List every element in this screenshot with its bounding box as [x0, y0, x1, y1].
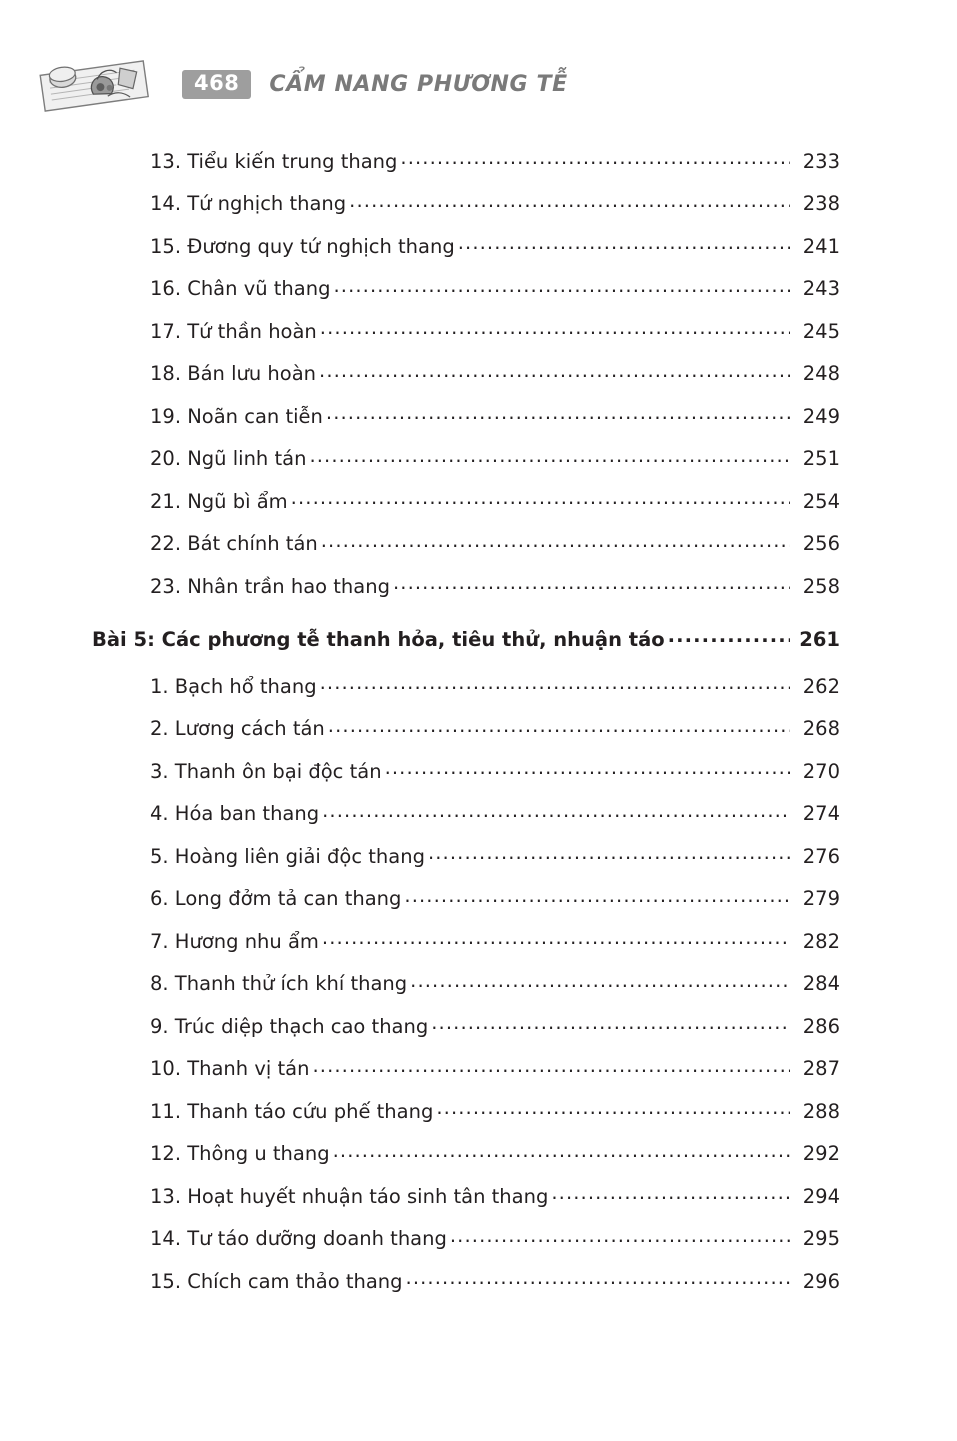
toc-entry-label: 18. Bán lưu hoàn	[150, 362, 317, 385]
toc-entry-label: 3. Thanh ôn bại độc tán	[150, 759, 382, 783]
toc-entry-page: 286	[802, 1014, 840, 1038]
toc-leader-dots	[328, 716, 790, 736]
toc-leader-dots	[322, 801, 790, 821]
toc-entry[interactable]	[122, 488, 840, 511]
toc-entry[interactable]	[122, 233, 840, 256]
page-header	[36, 52, 921, 116]
toc-leader-dots	[668, 626, 790, 646]
toc-entry-label: 17. Tứ thần hoàn	[150, 319, 317, 343]
toc-leader-dots	[436, 1098, 790, 1118]
page-number: 468	[182, 70, 251, 99]
toc-entry-page: 288	[802, 1099, 840, 1123]
table-of-contents	[92, 148, 840, 1311]
toc-entry-label: 12. Thông u thang	[150, 1142, 330, 1165]
toc-leader-dots	[450, 1226, 790, 1246]
toc-leader-dots	[291, 488, 790, 508]
toc-entry[interactable]	[122, 1056, 840, 1079]
toc-entry[interactable]	[122, 1268, 840, 1291]
toc-entry[interactable]	[122, 191, 840, 214]
toc-entry[interactable]	[122, 1098, 840, 1121]
toc-entry[interactable]	[122, 886, 840, 909]
toc-entry[interactable]	[122, 446, 840, 469]
toc-leader-dots	[404, 886, 790, 906]
toc-entry-page: 245	[802, 319, 840, 343]
toc-entry-label: 16. Chân vũ thang	[150, 277, 331, 300]
toc-entry-label: 5. Hoàng liên giải độc thang	[150, 844, 425, 868]
toc-entry-label: 15. Đương quy tứ nghịch thang	[150, 234, 455, 258]
book-ornament-icon	[36, 53, 166, 115]
toc-entry-page: 292	[802, 1142, 840, 1165]
toc-entry-page: 256	[802, 532, 840, 555]
toc-entry-label: 6. Long đởm tả can thang	[150, 887, 402, 910]
toc-leader-dots	[320, 318, 790, 338]
toc-leader-dots	[333, 276, 790, 296]
toc-entry[interactable]	[122, 361, 840, 384]
toc-leader-dots	[458, 233, 790, 253]
toc-leader-dots	[322, 928, 790, 948]
toc-entry-label: 14. Tứ nghịch thang	[150, 192, 347, 215]
toc-entry-page: 295	[802, 1227, 840, 1250]
toc-entry[interactable]	[122, 1183, 840, 1206]
toc-entry[interactable]	[122, 928, 840, 951]
toc-leader-dots	[333, 1141, 790, 1161]
toc-entry[interactable]	[122, 1013, 840, 1036]
toc-entry[interactable]	[122, 843, 840, 866]
toc-leader-dots	[400, 148, 790, 168]
toc-leader-dots	[551, 1183, 790, 1203]
toc-entry-label: 20. Ngũ linh tán	[150, 447, 307, 470]
toc-entry-label: 9. Trúc diệp thạch cao thang	[150, 1014, 429, 1038]
toc-entry[interactable]	[122, 1141, 840, 1164]
toc-leader-dots	[326, 403, 790, 423]
toc-leader-dots	[349, 191, 790, 211]
toc-entry-page: 241	[802, 234, 840, 258]
toc-entry-page: 296	[802, 1269, 840, 1293]
toc-entry-page: 258	[802, 574, 840, 598]
toc-leader-dots	[385, 758, 790, 778]
toc-entry-label: 13. Tiểu kiến trung thang	[150, 149, 398, 173]
toc-entry-label: 19. Noãn can tiễn	[150, 404, 323, 428]
toc-entry-page: 254	[802, 489, 840, 513]
toc-leader-dots	[406, 1268, 790, 1288]
toc-entry-page: 243	[802, 277, 840, 300]
toc-entry-label: 1. Bạch hổ thang	[150, 674, 317, 698]
toc-entry-page: 287	[802, 1057, 840, 1080]
toc-entry-page: 270	[802, 759, 840, 783]
toc-entry[interactable]	[122, 801, 840, 824]
toc-leader-dots	[320, 673, 790, 693]
toc-entry-page: 274	[802, 802, 840, 825]
toc-entry[interactable]	[122, 716, 840, 739]
toc-entry[interactable]	[122, 971, 840, 994]
toc-leader-dots	[410, 971, 790, 991]
toc-entry-page: 261	[799, 627, 840, 651]
toc-entry[interactable]	[122, 758, 840, 781]
toc-entry[interactable]	[122, 573, 840, 596]
toc-entry-label: 14. Tư táo dưỡng doanh thang	[150, 1227, 447, 1250]
toc-entry[interactable]	[122, 148, 840, 171]
toc-entry-page: 282	[802, 929, 840, 953]
toc-leader-dots	[393, 573, 790, 593]
toc-section-heading[interactable]	[92, 626, 840, 649]
toc-entry-page: 279	[802, 887, 840, 910]
toc-entry-page: 276	[802, 844, 840, 868]
toc-entry-label: 11. Thanh táo cứu phế thang	[150, 1099, 434, 1123]
toc-entry-page: 238	[802, 192, 840, 215]
toc-entry-label: 8. Thanh thử ích khí thang	[150, 972, 408, 995]
toc-entry-page: 284	[802, 972, 840, 995]
toc-leader-dots	[312, 1056, 790, 1076]
toc-entry-page: 248	[802, 362, 840, 385]
toc-entry-label: Bài 5: Các phương tễ thanh hỏa, tiêu thử, nhuận táo	[92, 627, 665, 651]
toc-entry-label: 13. Hoạt huyết nhuận táo sinh tân thang	[150, 1184, 549, 1208]
toc-entry-label: 4. Hóa ban thang	[150, 802, 320, 825]
toc-entry-page: 233	[802, 149, 840, 173]
toc-entry-page: 262	[802, 674, 840, 698]
page-title: CẨM NANG PHƯƠNG TỄ	[269, 71, 568, 97]
toc-leader-dots	[431, 1013, 790, 1033]
toc-entry-label: 2. Lương cách tán	[150, 717, 325, 740]
toc-entry[interactable]	[122, 403, 840, 426]
toc-entry-page: 294	[802, 1184, 840, 1208]
toc-leader-dots	[321, 531, 790, 551]
toc-leader-dots	[428, 843, 790, 863]
toc-entry-label: 23. Nhân trần hao thang	[150, 574, 390, 598]
toc-entry-page: 249	[802, 404, 840, 428]
toc-entry[interactable]	[122, 531, 840, 554]
toc-leader-dots	[319, 361, 790, 381]
toc-entry-label: 21. Ngũ bì ẩm	[150, 489, 288, 513]
toc-entry-label: 10. Thanh vị tán	[150, 1057, 310, 1080]
toc-entry[interactable]	[122, 673, 840, 696]
toc-leader-dots	[309, 446, 790, 466]
toc-entry-label: 7. Hương nhu ẩm	[150, 929, 319, 953]
toc-entry-page: 268	[802, 717, 840, 740]
toc-entry[interactable]	[122, 318, 840, 341]
toc-entry[interactable]	[122, 1226, 840, 1249]
toc-entry-page: 251	[802, 447, 840, 470]
toc-entry-label: 15. Chích cam thảo thang	[150, 1269, 403, 1293]
toc-entry-label: 22. Bát chính tán	[150, 532, 318, 555]
toc-entry[interactable]	[122, 276, 840, 299]
